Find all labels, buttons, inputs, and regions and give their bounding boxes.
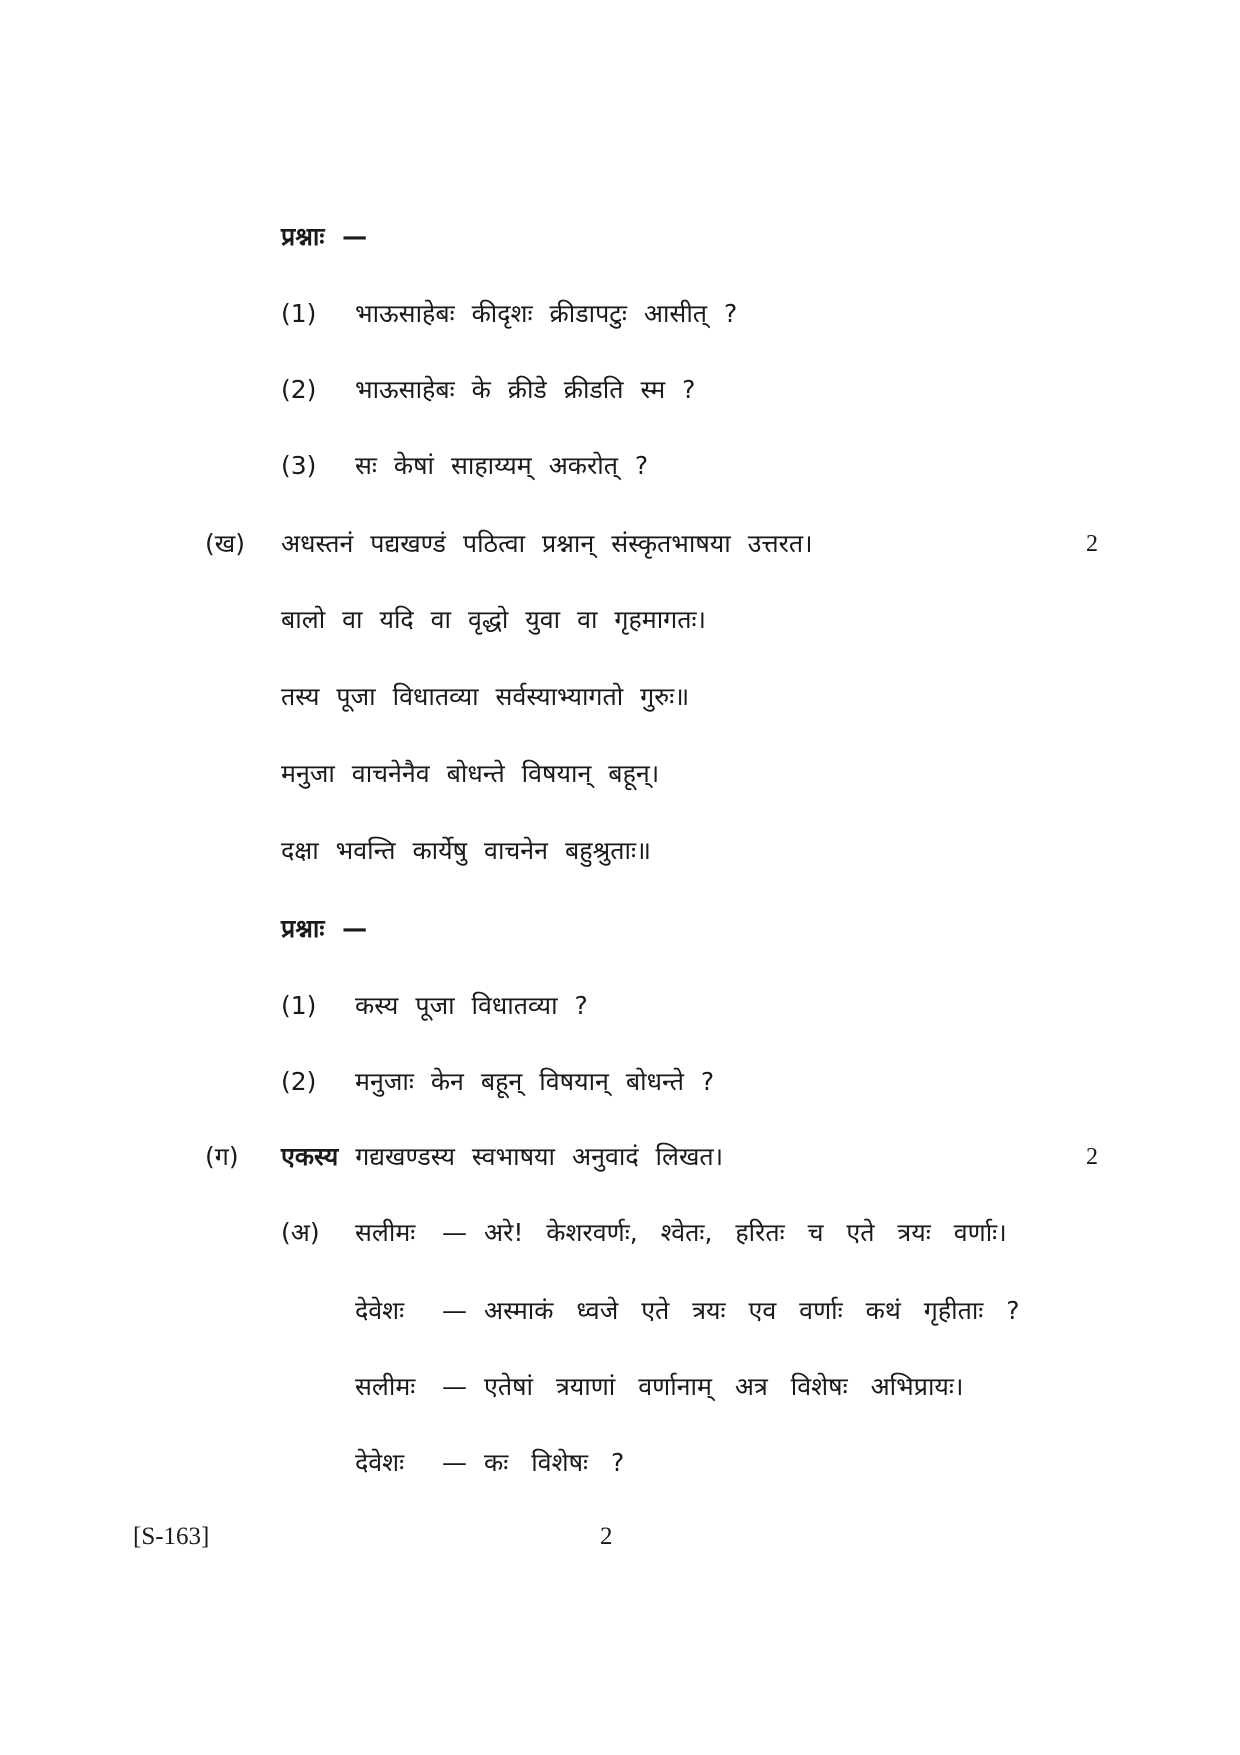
prashna-heading-1 bbox=[281, 220, 367, 254]
dialogue-text: कः विशेषः ? bbox=[484, 1448, 625, 1477]
dialogue-text: अस्माकं ध्वजे एते त्रयः एव वर्णाः कथं गृहीताः ? bbox=[484, 1296, 1020, 1325]
question-text: कस्य पूजा विधातव्या ? bbox=[355, 991, 588, 1020]
verse-line: दक्षा भवन्ति कार्येषु वाचनेन बहुश्रुताः॥ bbox=[281, 836, 651, 865]
instruction-emphasis: एकस्य bbox=[281, 1142, 339, 1171]
dialogue-dash: — bbox=[442, 1296, 467, 1325]
question-number: (1) bbox=[281, 991, 317, 1020]
dialogue-speaker: देवेशः bbox=[355, 1448, 405, 1477]
sub-label: (अ) bbox=[281, 1218, 320, 1247]
question-text: सः केषां साहाय्यम् अकरोत् ? bbox=[355, 451, 649, 480]
dialogue-speaker: देवेशः bbox=[355, 1296, 405, 1325]
question-text: भाऊसाहेबः कीदृशः क्रीडापटुः आसीत् ? bbox=[355, 299, 738, 328]
prashna-heading-dash: — bbox=[342, 914, 368, 943]
instruction-rest: गद्यखण्डस्य स्वभाषया अनुवादं लिखत। bbox=[355, 1142, 724, 1171]
dialogue-text: एतेषां त्रयाणां वर्णानाम् अत्र विशेषः अभिप्रायः। bbox=[484, 1372, 964, 1401]
page-number: 2 bbox=[600, 1523, 613, 1550]
section-label-ga: (ग) bbox=[205, 1142, 239, 1171]
dialogue-text: अरे! केशरवर्णः, श्वेतः, हरितः च एते त्रयः वर्णाः। bbox=[484, 1218, 1007, 1247]
dialogue-dash: — bbox=[442, 1372, 467, 1401]
question-number: (3) bbox=[281, 451, 317, 480]
question-number: (2) bbox=[281, 1067, 317, 1096]
verse-line: मनुजा वाचनेनैव बोधन्ते विषयान् बहून्। bbox=[281, 759, 660, 788]
prashna-heading-text: प्रश्नाः bbox=[281, 222, 325, 251]
paper-code: [S-163] bbox=[133, 1523, 210, 1550]
prashna-heading-2 bbox=[281, 912, 367, 946]
section-instruction-kha: अधस्तनं पद्यखण्डं पठित्वा प्रश्नान् संस्कृतभाषया उत्तरत। bbox=[281, 529, 813, 558]
dialogue-dash: — bbox=[442, 1448, 467, 1477]
prashna-heading-text: प्रश्नाः bbox=[281, 914, 325, 943]
dialogue-dash: — bbox=[442, 1218, 467, 1247]
marks-ga: 2 bbox=[1086, 1144, 1098, 1170]
dialogue-speaker: सलीमः bbox=[355, 1372, 416, 1401]
verse-line: तस्य पूजा विधातव्या सर्वस्याभ्यागतो गुरुः॥ bbox=[281, 682, 690, 711]
dialogue-speaker: सलीमः bbox=[355, 1218, 416, 1247]
question-number: (2) bbox=[281, 375, 317, 404]
question-text: मनुजाः केन बहून् विषयान् बोधन्ते ? bbox=[355, 1067, 715, 1096]
question-text: भाऊसाहेबः के क्रीडे क्रीडति स्म ? bbox=[355, 375, 696, 404]
verse-line: बालो वा यदि वा वृद्धो युवा वा गृहमागतः। bbox=[281, 605, 707, 634]
section-instruction-ga bbox=[281, 1140, 723, 1174]
section-label-kha: (ख) bbox=[205, 529, 245, 558]
question-number: (1) bbox=[281, 299, 317, 328]
prashna-heading-dash: — bbox=[342, 222, 368, 251]
marks-kha: 2 bbox=[1086, 531, 1098, 557]
